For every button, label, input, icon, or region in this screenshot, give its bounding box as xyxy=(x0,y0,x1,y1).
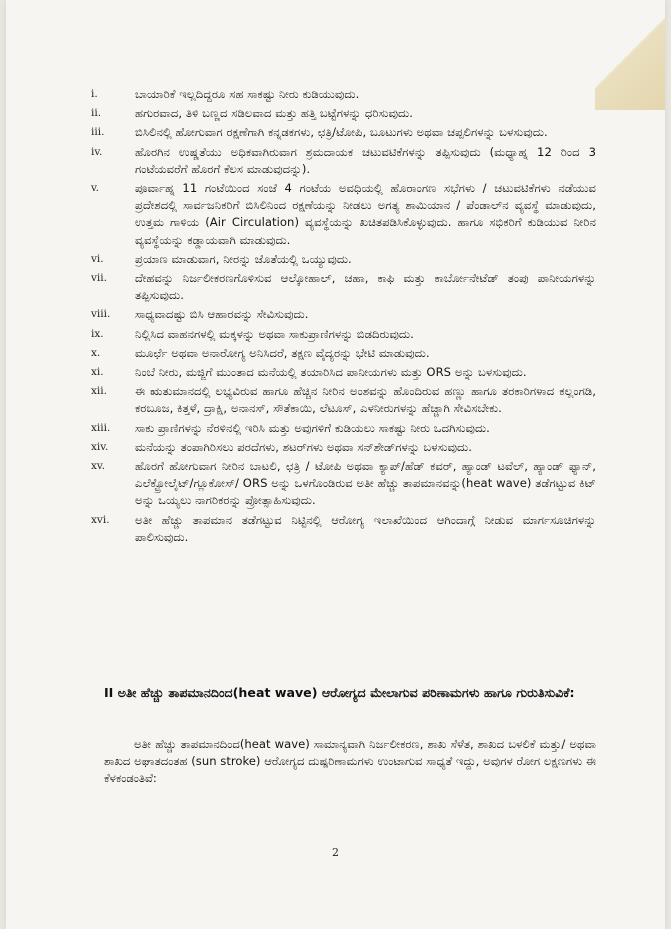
list-item-number: i. xyxy=(91,88,98,100)
list-item-text: ದೇಹವನ್ನು ನಿರ್ಜಲೀಕರಣಗೊಳಿಸುವ ಆಲ್ಕೋಹಾಲ್, ಚಹಾ, ಕಾಫಿ ಮತ್ತು ಕಾರ್ಬೋನೇಟೆಡ್ ತಂಪು ಪಾನೀಯಗಳನ್ನು ತಪ್ಪಿಸುವುದು. xyxy=(135,271,596,303)
list-item-text: ಈ ಋತುಮಾನದಲ್ಲಿ ಲಭ್ಯವಿರುವ ಹಾಗೂ ಹೆಚ್ಚಿನ ನೀರಿನ ಅಂಶವನ್ನು ಹೊಂದಿರುವ ಹಣ್ಣು ಹಾಗೂ ತರಕಾರಿಗಳಾದ ಕಲ್ಲಂಗಡಿ, ಕರಬೂಜ, ಕಿತ್ತಳೆ, ದ್ರಾಕ್ಷಿ, ಅನಾನಸ್, ಸೌತೆಕಾಯಿ, ಲೆಟೂಸ್, ಎಳನೀರುಗಳನ್ನು ಹೆಚ್ಚಾಗಿ ಸೇವಿಸಬೇಕು. xyxy=(135,384,596,416)
list-item-text: ಹೊರಗೆ ಹೋಗುವಾಗ ನೀರಿನ ಬಾಟಲಿ, ಛತ್ರಿ / ಟೋಪಿ ಅಥವಾ ಕ್ಯಾಪ್/ಹೆಡ್ ಕವರ್, ಹ್ಯಾಂಡ್ ಟವೆಲ್, ಹ್ಯಾಂಡ್ ಫ್ಯಾನ್, ಎಲೆಕ್ಟ್ರೋಲೈಟ್/ಗ್ಲೂಕೋಸ್/ ORS ಅನ್ನು ಒಳಗೊಂಡಿರುವ ಅತೀ ಹೆಚ್ಚು ತಾಪಮಾನವನ್ನು(heat wave) ತಡೆಗಟ್ಟುವ ಕಿಟ್ ಅನ್ನು ಒಯ್ಯಲು ನಾಗರಿಕರನ್ನು ಪ್ರೋತ್ಸಾಹಿಸುವುದು. xyxy=(135,459,596,508)
list-item xyxy=(91,439,596,456)
list-item xyxy=(91,383,596,417)
list-item-number: ix. xyxy=(91,327,104,340)
list-item-text: ಬಾಯಾರಿಕೆ ಇಲ್ಲದಿದ್ದರೂ ಸಹ ಸಾಕಷ್ಟು ನೀರು ಕುಡಿಯುವುದು. xyxy=(135,87,360,101)
list-item-number: x. xyxy=(91,346,101,359)
list-item-text: ಸಾಕು ಪ್ರಾಣಿಗಳನ್ನು ನೆರಳಿನಲ್ಲಿ ಇರಿಸಿ ಮತ್ತು ಅವುಗಳಿಗೆ ಕುಡಿಯಲು ಸಾಕಷ್ಟು ನೀರು ಒದಗಿಸುವುದು. xyxy=(135,420,490,435)
list-item-text: ಬಿಸಿಲಿನಲ್ಲಿ ಹೋಗುವಾಗ ರಕ್ಷಣೆಗಾಗಿ ಕನ್ನಡಕಗಳು, ಛತ್ರಿ/ಟೋಪಿ, ಬೂಟುಗಳು ಅಥವಾ ಚಪ್ಪಲಿಗಳನ್ನು ಬಳಸುವುದು. xyxy=(135,125,548,140)
list-item xyxy=(91,105,596,122)
list-item xyxy=(91,512,596,546)
list-item xyxy=(91,86,596,103)
list-item xyxy=(91,458,596,510)
list-item xyxy=(91,420,596,437)
list-item-number: viii. xyxy=(91,308,111,321)
list-item-text: ಮನೆಯನ್ನು ತಂಪಾಗಿರಿಸಲು ಪರದೆಗಳು, ಶಟರ್‌ಗಳು ಅಥವಾ ಸನ್‌ಶೇಡ್‌ಗಳನ್ನು ಬಳಸುವುದು. xyxy=(135,439,472,454)
list-item-text: ಮೂರ್ಛೆ ಅಥವಾ ಅನಾರೋಗ್ಯ ಅನಿಸಿದರೆ, ತಕ್ಷಣ ವೈದ್ಯರನ್ನು ಭೇಟಿ ಮಾಡುವುದು. xyxy=(135,345,430,360)
section-paragraph: ಅತೀ ಹೆಚ್ಚು ತಾಪಮಾನದಿಂದ(heat wave) ಸಾಮಾನ್ಯವಾಗಿ ನಿರ್ಜಲೀಕರಣ, ಶಾಖ ಸೆಳೆತ, ಶಾಖದ ಬಳಲಿಕೆ ಮತ್ತು/ ಅಥವಾ ಶಾಖದ ಅಘಾತದಂತಹ (sun stroke) ಆರೋಗ್ಯದ ದುಷ್ಪರಿಣಾಮಗಳು ಉಂಟಾಗುವ ಸಾಧ್ಯತೆ ಇದ್ದು, ಅವುಗಳ ರೋಗ ಲಕ್ಷಣಗಳು ಈ ಕೆಳಕಂಡಂತಿವೆ: xyxy=(104,737,596,786)
list-item xyxy=(91,364,596,381)
list-item xyxy=(91,306,596,323)
list-item-number: xiv. xyxy=(91,440,109,453)
list-item-text: ನಿಲ್ಲಿಸಿದ ವಾಹನಗಳಲ್ಲಿ ಮಕ್ಕಳನ್ನು ಅಥವಾ ಸಾಕುಪ್ರಾಣಿಗಳನ್ನು ಬಿಡದಿರುವುದು. xyxy=(135,326,414,341)
list-item-text: ಪೂರ್ವಾಹ್ನ 11 ಗಂಟೆಯಿಂದ ಸಂಜೆ 4 ಗಂಟೆಯ ಅವಧಿಯಲ್ಲಿ ಹೊರಾಂಗಣ ಸಭೆಗಳು / ಚಟುವಟಿಕೆಗಳು ನಡೆಯುವ ಪ್ರದೇಶದಲ್ಲಿ ಸಾರ್ವಜನಿಕರಿಗೆ ಬಿಸಿಲಿನಿಂದ ರಕ್ಷಣೆಯನ್ನು ನೀಡಲು ಅಗತ್ಯ ಶಾಮಿಯಾನ / ಪೆಂಡಾಲ್‌ನ ವ್ಯವಸ್ಥೆ ಮಾಡುವುದು, ಉತ್ತಮ ಗಾಳಿಯ (Air Circulation) ವ್ಯವಸ್ಥೆಯನ್ನು ಖಚಿತಪಡಿಸಿಕೊಳ್ಳುವುದು. ಹಾಗೂ ಸಭಿಕರಿಗೆ ಕುಡಿಯುವ ನೀರಿನ ವ್ಯವಸ್ಥೆಯನ್ನು ಕಡ್ಡಾಯವಾಗಿ ಮಾಡುವುದು. xyxy=(135,181,596,247)
list-item-text: ಸಾಧ್ಯವಾದಷ್ಟು ಬಿಸಿ ಆಹಾರವನ್ನು ಸೇವಿಸುವುದು. xyxy=(135,307,309,322)
list-item-text: ಅತೀ ಹೆಚ್ಚು ತಾಪಮಾನ ತಡೆಗಟ್ಟುವ ನಿಟ್ಟಿನಲ್ಲಿ ಆರೋಗ್ಯ ಇಲಾಖೆಯಿಂದ ಆಗಿಂದಾಗ್ಗೆ ನೀಡುವ ಮಾರ್ಗಸೂಚಿಗಳನ್ನು ಪಾಲಿಸುವುದು. xyxy=(135,512,596,544)
page-corner-shadow xyxy=(595,0,665,110)
list-item-number: v. xyxy=(91,182,100,195)
list-item-number: iv. xyxy=(91,145,103,158)
list-item-text: ನಿಂಬೆ ನೀರು, ಮಜ್ಜಿಗೆ ಮುಂತಾದ ಮನೆಯಲ್ಲಿ ತಯಾರಿಸಿದ ಪಾನೀಯಗಳು ಮತ್ತು ORS ಅನ್ನು ಬಳಸುವುದು. xyxy=(135,365,527,380)
list-item-number: xii. xyxy=(91,385,107,398)
list-item-text: ಹಗುರವಾದ, ತಿಳಿ ಬಣ್ಣದ ಸಡಿಲವಾದ ಮತ್ತು ಹತ್ತಿ ಬಟ್ಟೆಗಳನ್ನು ಧರಿಸುವುದು. xyxy=(135,106,413,121)
list-item-number: xvi. xyxy=(91,513,110,526)
document-page xyxy=(6,0,665,929)
page-number: 2 xyxy=(332,846,339,859)
list-item xyxy=(91,270,596,304)
list-item xyxy=(91,326,596,343)
list-item-number: xi. xyxy=(91,366,104,379)
list-item-number: vi. xyxy=(91,252,104,265)
list-item xyxy=(91,345,596,362)
list-item xyxy=(91,251,596,268)
list-item-number: ii. xyxy=(91,107,102,120)
list-item-number: xv. xyxy=(91,460,105,473)
list-item-number: xiii. xyxy=(91,421,111,434)
list-item xyxy=(91,124,596,141)
section-heading: II ಅತೀ ಹೆಚ್ಚು ತಾಪಮಾನದಿಂದ(heat wave) ಆರೋಗ್ಯದ ಮೇಲಾಗುವ ಪರಿಣಾಮಗಳು ಹಾಗೂ ಗುರುತಿಸುವಿಕೆ: xyxy=(104,685,575,700)
precautions-list xyxy=(91,86,596,548)
list-item xyxy=(91,144,596,178)
list-item-number: iii. xyxy=(91,126,105,139)
list-item-text: ಹೊರಗಿನ ಉಷ್ಣತೆಯು ಅಧಿಕವಾಗಿರುವಾಗ ಶ್ರಮದಾಯಕ ಚಟುವಟಿಕೆಗಳನ್ನು ತಪ್ಪಿಸುವುದು (ಮಧ್ಯಾಹ್ನ 12 ರಿಂದ 3 ಗಂಟೆಯವರೆಗೆ ಹೊರಗೆ ಕೆಲಸ ಮಾಡುವುದನ್ನು). xyxy=(135,144,596,176)
list-item-number: vii. xyxy=(91,272,107,285)
list-item-text: ಪ್ರಯಾಣ ಮಾಡುವಾಗ, ನೀರನ್ನು ಜೊತೆಯಲ್ಲಿ ಒಯ್ಯುವುದು. xyxy=(135,251,352,266)
list-item xyxy=(91,180,596,249)
